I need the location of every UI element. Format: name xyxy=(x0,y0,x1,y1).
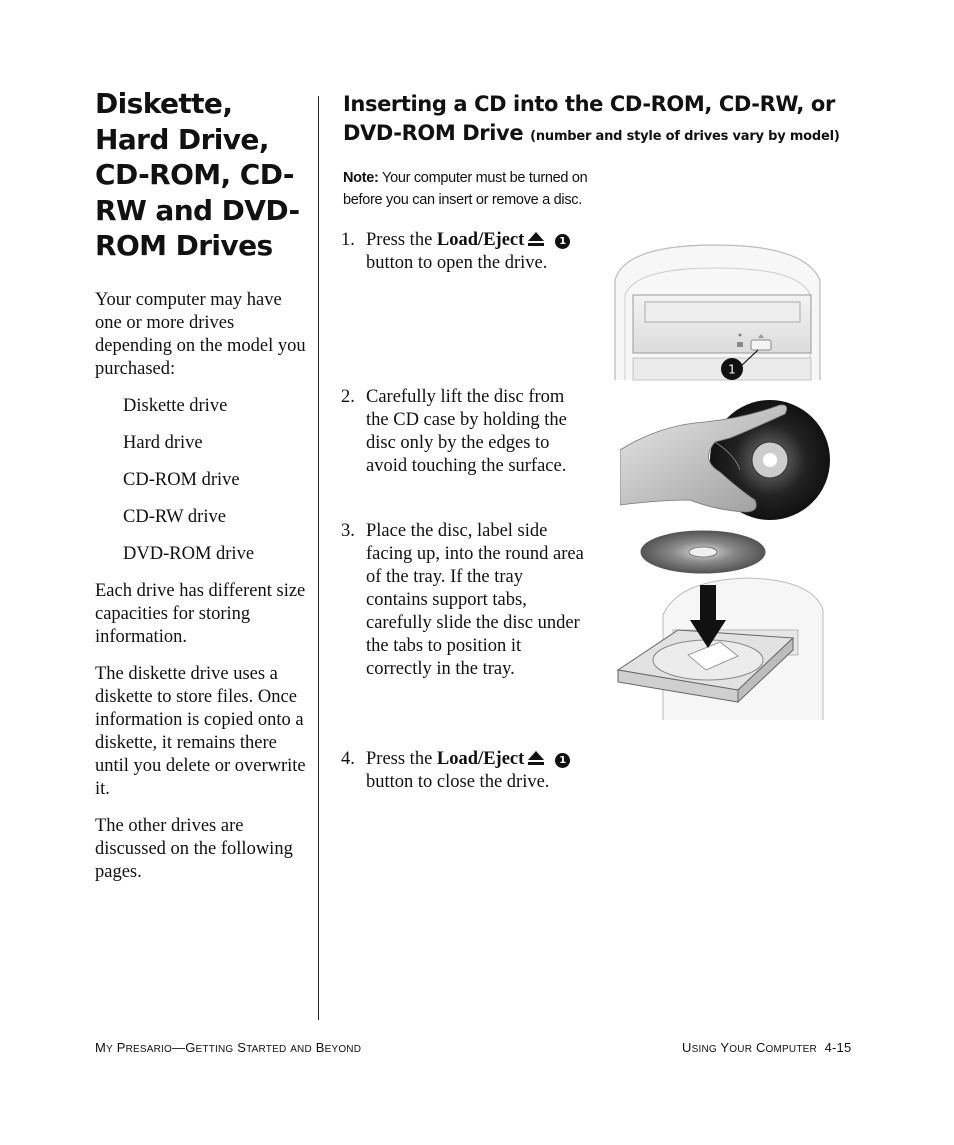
intro-paragraph: Your computer may have one or more drives depending on the model you purchased: xyxy=(95,290,306,379)
drive-list-item: Diskette drive xyxy=(123,396,228,416)
step-1 xyxy=(341,229,586,275)
step-text: Press the Load/Eject 1 button to open the drive. xyxy=(366,229,586,275)
disc-into-tray-illustration xyxy=(608,530,828,720)
eject-icon xyxy=(527,750,545,766)
capacity-paragraph: Each drive has different size capacities for storing information. xyxy=(95,581,306,647)
step-number: 3. xyxy=(341,521,355,541)
eject-icon xyxy=(527,231,545,247)
footer-right: USING YOUR COMPUTER 4-15 xyxy=(682,1040,852,1055)
callout-number: 1 xyxy=(728,362,736,377)
step-4 xyxy=(341,748,586,794)
load-eject-label: Load/Eject xyxy=(436,749,525,769)
note-label: Note: xyxy=(343,170,379,186)
step-2 xyxy=(341,386,586,478)
step-text: Carefully lift the disc from the CD case by holding the disc only by the edges to avoid touching the surface. xyxy=(366,387,567,476)
drive-list-item: CD-RW drive xyxy=(123,507,226,527)
other-drives-paragraph: The other drives are discussed on the following pages. xyxy=(95,816,293,882)
hand-holding-disc-illustration xyxy=(620,400,835,520)
page-title: Diskette, Hard Drive, CD-ROM, CD-RW and DVD-ROM Drives xyxy=(95,87,300,262)
section-title-sub: (number and style of drives vary by model) xyxy=(530,129,840,144)
step-number: 4. xyxy=(341,749,355,769)
diskette-paragraph: The diskette drive uses a diskette to store files. Once information is copied onto a diskette, it remains there until you delete or overwrite it. xyxy=(95,664,306,799)
drive-list-item: CD-ROM drive xyxy=(123,470,240,490)
section-title-main: Inserting a CD into the CD-ROM, CD-RW, or DVD-ROM Drive xyxy=(343,92,835,145)
page-number: 4-15 xyxy=(824,1040,852,1055)
column-divider xyxy=(318,96,319,1020)
footer-left: MY PRESARIO—GETTING STARTED AND BEYOND xyxy=(95,1040,362,1055)
step-number: 1. xyxy=(341,230,355,250)
callout-1-icon: 1 xyxy=(555,753,570,768)
drive-front-illustration xyxy=(605,240,835,385)
callout-1-icon: 1 xyxy=(555,234,570,249)
step-text: Press the Load/Eject 1 button to close the drive. xyxy=(366,748,586,794)
drive-list-item: Hard drive xyxy=(123,433,203,453)
note-text: Your computer must be turned on before you can insert or remove a disc. xyxy=(343,170,588,208)
step-number: 2. xyxy=(341,387,355,407)
step-text: Place the disc, label side facing up, into the round area of the tray. If the tray contains support tabs, carefully slide the disc under the tabs to position it correctly in the tray. xyxy=(366,521,584,679)
drive-list-item: DVD-ROM drive xyxy=(123,544,255,564)
section-title xyxy=(343,90,863,151)
step-3 xyxy=(341,520,586,681)
load-eject-label: Load/Eject xyxy=(436,230,525,250)
note xyxy=(343,168,623,211)
